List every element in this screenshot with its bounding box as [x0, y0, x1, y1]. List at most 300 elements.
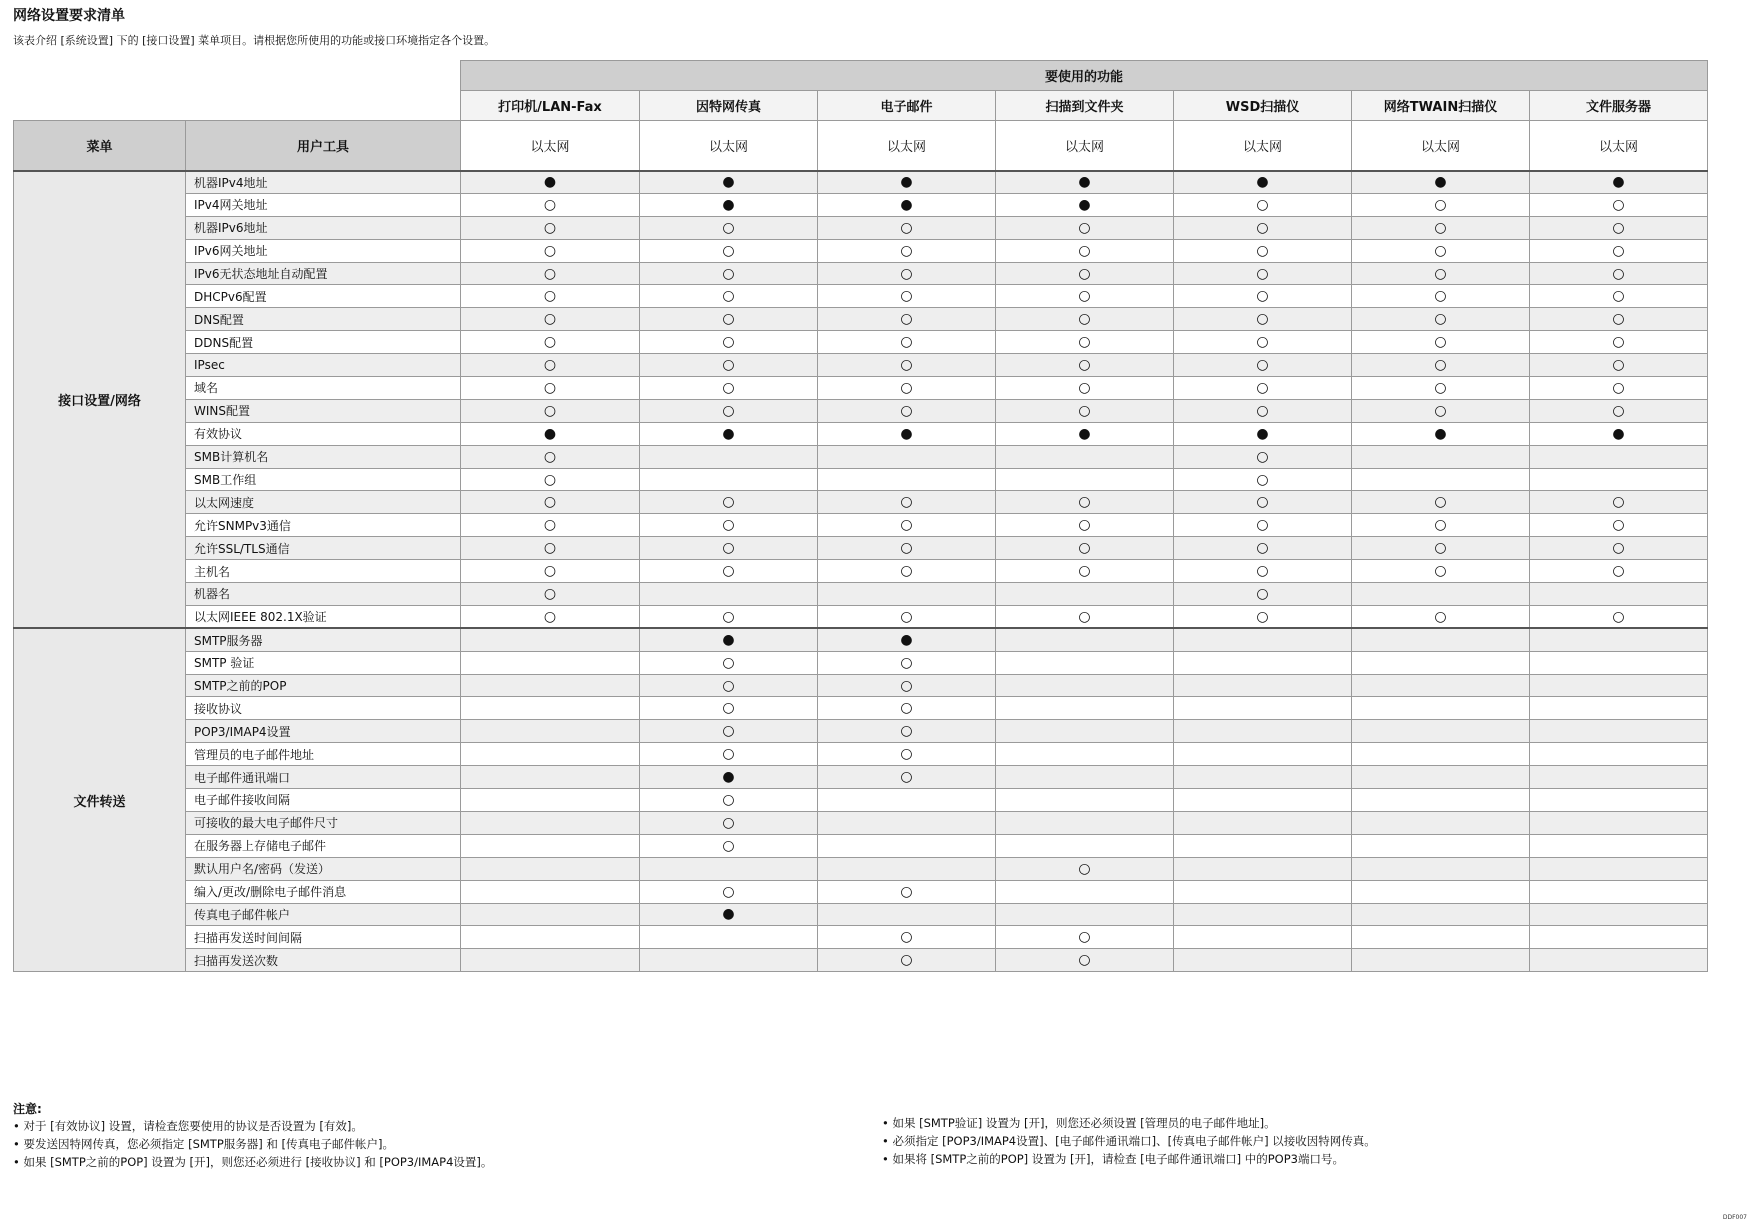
- filled-circle-icon: ●: [543, 425, 557, 442]
- table-row: [14, 789, 1708, 812]
- value-cell: [1530, 926, 1708, 949]
- empty-circle-icon: ○: [1612, 608, 1625, 625]
- value-cell: [818, 354, 996, 377]
- value-cell: [1352, 811, 1530, 834]
- value-cell: [996, 331, 1174, 354]
- value-cell: [461, 514, 640, 537]
- table-row: [14, 583, 1708, 606]
- value-cell: [1530, 720, 1708, 743]
- interface-header-row: [14, 121, 1708, 171]
- tool-cell: 域名: [186, 377, 461, 400]
- value-cell: [1352, 216, 1530, 239]
- empty-circle-icon: ○: [543, 608, 557, 625]
- empty-circle-icon: ○: [543, 540, 557, 557]
- value-cell: [461, 537, 640, 560]
- table-row: [14, 720, 1708, 743]
- value-cell: [640, 583, 818, 606]
- value-cell: [1352, 514, 1530, 537]
- value-cell: [1352, 903, 1530, 926]
- value-cell: [1352, 834, 1530, 857]
- value-cell: [1352, 468, 1530, 491]
- empty-circle-icon: ○: [1078, 379, 1091, 396]
- value-cell: [1352, 331, 1530, 354]
- value-cell: [640, 743, 818, 766]
- empty-circle-icon: ○: [1078, 334, 1091, 351]
- value-cell: [996, 857, 1174, 880]
- empty-circle-icon: ○: [722, 563, 735, 580]
- empty-circle-icon: ○: [1256, 242, 1269, 259]
- empty-circle-icon: ○: [900, 265, 913, 282]
- value-cell: [1174, 445, 1352, 468]
- value-cell: [996, 605, 1174, 628]
- empty-circle-icon: ○: [722, 791, 735, 808]
- filled-circle-icon: ●: [722, 769, 735, 786]
- value-cell: [461, 880, 640, 903]
- value-cell: [1352, 377, 1530, 400]
- table-row: [14, 262, 1708, 285]
- table-row: [14, 422, 1708, 445]
- empty-circle-icon: ○: [543, 585, 557, 602]
- value-cell: [461, 605, 640, 628]
- tool-cell: SMB计算机名: [186, 445, 461, 468]
- value-cell: [1352, 743, 1530, 766]
- value-cell: [1530, 285, 1708, 308]
- function-header: WSD扫描仪: [1174, 91, 1352, 121]
- empty-circle-icon: ○: [1434, 494, 1447, 511]
- document-code: DDF007: [1722, 1214, 1747, 1221]
- value-cell: [996, 674, 1174, 697]
- value-cell: [1174, 560, 1352, 583]
- empty-circle-icon: ○: [1612, 242, 1625, 259]
- table-row: [14, 468, 1708, 491]
- value-cell: [1174, 193, 1352, 216]
- empty-circle-icon: ○: [543, 563, 557, 580]
- empty-circle-icon: ○: [900, 311, 913, 328]
- filled-circle-icon: ●: [1612, 174, 1625, 191]
- table-row: [14, 651, 1708, 674]
- value-cell: [640, 193, 818, 216]
- table-row: [14, 491, 1708, 514]
- tool-cell: DHCPv6配置: [186, 285, 461, 308]
- value-cell: [1174, 743, 1352, 766]
- value-cell: [818, 789, 996, 812]
- empty-circle-icon: ○: [722, 814, 735, 831]
- table-row: [14, 857, 1708, 880]
- value-cell: [461, 491, 640, 514]
- tool-cell: 电子邮件通讯端口: [186, 766, 461, 789]
- value-cell: [818, 857, 996, 880]
- value-cell: [996, 262, 1174, 285]
- value-cell: [461, 720, 640, 743]
- empty-circle-icon: ○: [1256, 311, 1269, 328]
- value-cell: [461, 308, 640, 331]
- note-item: • 必须指定 [POP3/IMAP4设置]、[电子邮件通讯端口]、[传真电子邮件帐户] 以接收因特网传真。: [882, 1134, 1376, 1148]
- value-cell: [818, 262, 996, 285]
- empty-circle-icon: ○: [900, 929, 913, 946]
- value-cell: [818, 285, 996, 308]
- value-cell: [1174, 880, 1352, 903]
- value-cell: [461, 857, 640, 880]
- value-cell: [1352, 949, 1530, 972]
- table-row: [14, 399, 1708, 422]
- empty-circle-icon: ○: [1256, 471, 1269, 488]
- value-cell: [1352, 193, 1530, 216]
- value-cell: [640, 789, 818, 812]
- tool-cell: 可接收的最大电子邮件尺寸: [186, 811, 461, 834]
- value-cell: [818, 903, 996, 926]
- value-cell: [461, 445, 640, 468]
- value-cell: [996, 285, 1174, 308]
- empty-circle-icon: ○: [1078, 952, 1091, 969]
- value-cell: [461, 743, 640, 766]
- empty-circle-icon: ○: [1256, 219, 1269, 236]
- empty-circle-icon: ○: [722, 311, 735, 328]
- value-cell: [461, 651, 640, 674]
- value-cell: [1174, 628, 1352, 651]
- value-cell: [1174, 331, 1352, 354]
- empty-circle-icon: ○: [722, 540, 735, 557]
- filled-circle-icon: ●: [722, 632, 735, 648]
- value-cell: [818, 560, 996, 583]
- tool-cell: IPsec: [186, 354, 461, 377]
- filled-circle-icon: ●: [1434, 425, 1447, 442]
- value-cell: [1174, 811, 1352, 834]
- notes-right: [882, 1114, 1376, 1168]
- value-cell: [1174, 766, 1352, 789]
- value-cell: [1352, 445, 1530, 468]
- value-cell: [996, 216, 1174, 239]
- empty-circle-icon: ○: [1612, 402, 1625, 419]
- value-cell: [996, 720, 1174, 743]
- empty-circle-icon: ○: [900, 379, 913, 396]
- value-cell: [640, 560, 818, 583]
- value-cell: [996, 171, 1174, 194]
- value-cell: [1530, 834, 1708, 857]
- value-cell: [640, 834, 818, 857]
- value-cell: [1530, 468, 1708, 491]
- value-cell: [818, 834, 996, 857]
- filled-circle-icon: ●: [900, 425, 913, 442]
- value-cell: [461, 789, 640, 812]
- value-cell: [818, 445, 996, 468]
- value-cell: [1174, 468, 1352, 491]
- tool-cell: SMB工作组: [186, 468, 461, 491]
- value-cell: [1174, 789, 1352, 812]
- empty-circle-icon: ○: [722, 608, 735, 625]
- empty-circle-icon: ○: [1256, 494, 1269, 511]
- value-cell: [996, 377, 1174, 400]
- value-cell: [461, 377, 640, 400]
- value-cell: [461, 697, 640, 720]
- tool-cell: POP3/IMAP4设置: [186, 720, 461, 743]
- value-cell: [1352, 789, 1530, 812]
- value-cell: [640, 949, 818, 972]
- value-cell: [818, 949, 996, 972]
- note-item: • 如果 [SMTP验证] 设置为 [开]，则您还必须设置 [管理员的电子邮件地址]。: [882, 1116, 1276, 1130]
- value-cell: [1352, 285, 1530, 308]
- value-cell: [1530, 651, 1708, 674]
- empty-circle-icon: ○: [722, 654, 735, 671]
- interface-header: 以太网: [1352, 121, 1530, 171]
- value-cell: [640, 720, 818, 743]
- empty-circle-icon: ○: [1078, 540, 1091, 557]
- empty-circle-icon: ○: [1434, 540, 1447, 557]
- table-body: [14, 171, 1708, 972]
- empty-circle-icon: ○: [722, 242, 735, 259]
- note-item: • 对于 [有效协议] 设置，请检查您要使用的协议是否设置为 [有效]。: [13, 1119, 363, 1133]
- table-row: [14, 331, 1708, 354]
- value-cell: [461, 262, 640, 285]
- empty-circle-icon: ○: [900, 494, 913, 511]
- table-row: [14, 766, 1708, 789]
- tool-cell: 默认用户名/密码（发送）: [186, 857, 461, 880]
- value-cell: [996, 789, 1174, 812]
- value-cell: [640, 537, 818, 560]
- empty-circle-icon: ○: [722, 288, 735, 305]
- empty-circle-icon: ○: [722, 334, 735, 351]
- value-cell: [1174, 720, 1352, 743]
- value-cell: [818, 491, 996, 514]
- empty-circle-icon: ○: [543, 265, 557, 282]
- tool-cell: 以太网IEEE 802.1X验证: [186, 605, 461, 628]
- menu-header: 菜单: [14, 121, 186, 171]
- legend-area: [14, 61, 461, 121]
- value-cell: [1174, 216, 1352, 239]
- empty-circle-icon: ○: [900, 723, 913, 740]
- value-cell: [640, 377, 818, 400]
- empty-circle-icon: ○: [1078, 860, 1091, 877]
- value-cell: [996, 560, 1174, 583]
- empty-circle-icon: ○: [722, 746, 735, 763]
- empty-circle-icon: ○: [1078, 929, 1091, 946]
- empty-circle-icon: ○: [1612, 540, 1625, 557]
- value-cell: [818, 193, 996, 216]
- interface-header: 以太网: [640, 121, 818, 171]
- empty-circle-icon: ○: [1434, 357, 1447, 374]
- value-cell: [640, 308, 818, 331]
- page-title: 网络设置要求清单: [13, 8, 125, 24]
- value-cell: [818, 651, 996, 674]
- value-cell: [996, 766, 1174, 789]
- value-cell: [461, 193, 640, 216]
- value-cell: [1352, 880, 1530, 903]
- value-cell: [996, 743, 1174, 766]
- empty-circle-icon: ○: [543, 448, 557, 465]
- empty-circle-icon: ○: [1078, 608, 1091, 625]
- tool-cell: 管理员的电子邮件地址: [186, 743, 461, 766]
- value-cell: [996, 628, 1174, 651]
- empty-circle-icon: ○: [722, 883, 735, 900]
- value-cell: [996, 903, 1174, 926]
- value-cell: [818, 399, 996, 422]
- value-cell: [1530, 308, 1708, 331]
- empty-circle-icon: ○: [900, 540, 913, 557]
- empty-circle-icon: ○: [900, 219, 913, 236]
- value-cell: [818, 697, 996, 720]
- value-cell: [461, 903, 640, 926]
- empty-circle-icon: ○: [1078, 242, 1091, 259]
- empty-circle-icon: ○: [900, 334, 913, 351]
- empty-circle-icon: ○: [1434, 402, 1447, 419]
- value-cell: [996, 193, 1174, 216]
- table-row: [14, 239, 1708, 262]
- tool-cell: 有效协议: [186, 422, 461, 445]
- value-cell: [1530, 354, 1708, 377]
- value-cell: [1352, 697, 1530, 720]
- empty-circle-icon: ○: [1434, 242, 1447, 259]
- value-cell: [1352, 651, 1530, 674]
- value-cell: [1530, 674, 1708, 697]
- value-cell: [818, 743, 996, 766]
- value-cell: [1174, 491, 1352, 514]
- value-cell: [1352, 720, 1530, 743]
- value-cell: [818, 216, 996, 239]
- empty-circle-icon: ○: [1434, 334, 1447, 351]
- empty-circle-icon: ○: [1256, 563, 1269, 580]
- value-cell: [996, 308, 1174, 331]
- empty-circle-icon: ○: [1434, 379, 1447, 396]
- tool-cell: 编入/更改/删除电子邮件消息: [186, 880, 461, 903]
- empty-circle-icon: ○: [722, 677, 735, 694]
- value-cell: [1530, 377, 1708, 400]
- value-cell: [1530, 514, 1708, 537]
- empty-circle-icon: ○: [543, 379, 557, 396]
- value-cell: [1530, 171, 1708, 194]
- table-row: [14, 926, 1708, 949]
- value-cell: [996, 811, 1174, 834]
- filled-circle-icon: ●: [722, 906, 735, 923]
- table-row: [14, 605, 1708, 628]
- value-cell: [1174, 903, 1352, 926]
- empty-circle-icon: ○: [722, 517, 735, 534]
- value-cell: [1530, 743, 1708, 766]
- function-header: 文件服务器: [1530, 91, 1708, 121]
- empty-circle-icon: ○: [1078, 494, 1091, 511]
- note-item: • 如果将 [SMTP之前的POP] 设置为 [开]，请检查 [电子邮件通讯端口] 中的POP3端口号。: [882, 1152, 1344, 1166]
- value-cell: [640, 399, 818, 422]
- filled-circle-icon: ●: [900, 632, 913, 648]
- empty-circle-icon: ○: [900, 700, 913, 717]
- empty-circle-icon: ○: [722, 723, 735, 740]
- empty-circle-icon: ○: [1078, 288, 1091, 305]
- value-cell: [640, 262, 818, 285]
- empty-circle-icon: ○: [1078, 402, 1091, 419]
- value-cell: [818, 926, 996, 949]
- value-cell: [461, 583, 640, 606]
- empty-circle-icon: ○: [1256, 379, 1269, 396]
- empty-circle-icon: ○: [722, 357, 735, 374]
- value-cell: [1174, 537, 1352, 560]
- table-row: [14, 537, 1708, 560]
- empty-circle-icon: ○: [543, 288, 557, 305]
- value-cell: [1530, 605, 1708, 628]
- value-cell: [1352, 422, 1530, 445]
- value-cell: [640, 857, 818, 880]
- empty-circle-icon: ○: [722, 379, 735, 396]
- empty-circle-icon: ○: [1078, 311, 1091, 328]
- tool-cell: DNS配置: [186, 308, 461, 331]
- empty-circle-icon: ○: [1256, 196, 1269, 213]
- value-cell: [996, 583, 1174, 606]
- value-cell: [1174, 354, 1352, 377]
- empty-circle-icon: ○: [722, 402, 735, 419]
- note-item: • 要发送因特网传真，您必须指定 [SMTP服务器] 和 [传真电子邮件帐户]。: [13, 1137, 395, 1151]
- tool-cell: 电子邮件接收间隔: [186, 789, 461, 812]
- value-cell: [1530, 766, 1708, 789]
- empty-circle-icon: ○: [722, 494, 735, 511]
- value-cell: [1174, 285, 1352, 308]
- empty-circle-icon: ○: [900, 677, 913, 694]
- value-cell: [461, 399, 640, 422]
- empty-circle-icon: ○: [1612, 219, 1625, 236]
- notes-title: 注意:: [13, 1102, 42, 1116]
- filled-circle-icon: ●: [900, 174, 913, 191]
- filled-circle-icon: ●: [1078, 196, 1091, 213]
- menu-cell: 文件转送: [14, 628, 186, 971]
- value-cell: [818, 468, 996, 491]
- interface-header: 以太网: [996, 121, 1174, 171]
- value-cell: [818, 239, 996, 262]
- table-row: [14, 216, 1708, 239]
- empty-circle-icon: ○: [1434, 196, 1447, 213]
- tool-cell: 允许SNMPv3通信: [186, 514, 461, 537]
- tool-cell: IPv6网关地址: [186, 239, 461, 262]
- value-cell: [1174, 926, 1352, 949]
- value-cell: [996, 514, 1174, 537]
- value-cell: [996, 445, 1174, 468]
- value-cell: [1174, 605, 1352, 628]
- empty-circle-icon: ○: [722, 265, 735, 282]
- value-cell: [818, 628, 996, 651]
- filled-circle-icon: ●: [722, 196, 735, 213]
- function-header: 打印机/LAN-Fax: [461, 91, 640, 121]
- value-cell: [818, 605, 996, 628]
- value-cell: [818, 766, 996, 789]
- value-cell: [818, 720, 996, 743]
- value-cell: [1174, 262, 1352, 285]
- table-row: [14, 743, 1708, 766]
- empty-circle-icon: ○: [1434, 219, 1447, 236]
- value-cell: [461, 216, 640, 239]
- value-cell: [461, 628, 640, 651]
- tool-cell: 传真电子邮件帐户: [186, 903, 461, 926]
- value-cell: [996, 491, 1174, 514]
- value-cell: [461, 926, 640, 949]
- menu-cell: 接口设置/网络: [14, 171, 186, 629]
- empty-circle-icon: ○: [1434, 311, 1447, 328]
- value-cell: [461, 422, 640, 445]
- value-cell: [996, 834, 1174, 857]
- value-cell: [1530, 811, 1708, 834]
- empty-circle-icon: ○: [1434, 288, 1447, 305]
- tool-cell: WINS配置: [186, 399, 461, 422]
- tool-cell: 在服务器上存储电子邮件: [186, 834, 461, 857]
- empty-circle-icon: ○: [1256, 608, 1269, 625]
- empty-circle-icon: ○: [900, 288, 913, 305]
- value-cell: [640, 331, 818, 354]
- empty-circle-icon: ○: [900, 883, 913, 900]
- value-cell: [1352, 628, 1530, 651]
- tool-cell: 以太网速度: [186, 491, 461, 514]
- value-cell: [1530, 537, 1708, 560]
- table-row: [14, 354, 1708, 377]
- tool-cell: IPv6无状态地址自动配置: [186, 262, 461, 285]
- value-cell: [640, 811, 818, 834]
- value-cell: [996, 537, 1174, 560]
- value-cell: [996, 354, 1174, 377]
- value-cell: [996, 880, 1174, 903]
- value-cell: [1530, 583, 1708, 606]
